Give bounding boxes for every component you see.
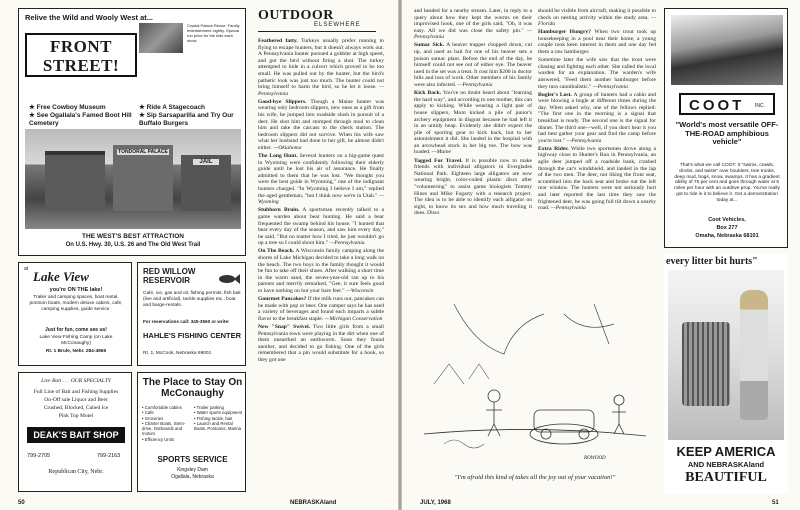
front-street-footer-title: THE WEST'S BEST ATTRACTION (82, 233, 184, 240)
lake-view-sub: you're ON THE lake! (49, 287, 103, 293)
girl-figure (740, 290, 768, 420)
cartoon-caption: "I'm afraid this kind of takes all the joy out of your vacation!" (454, 474, 616, 481)
front-street-item-stagecoach: ★ Ride A Stagecoach (139, 104, 206, 111)
mcconaughy-title: The Place to Stay On McConaughy (142, 377, 243, 399)
coot-photo (671, 15, 783, 85)
article-heading: Feathered fatty. (258, 38, 298, 44)
lake-view-title: Lake View (33, 269, 89, 284)
left-page-number: 50 (18, 500, 25, 506)
article-heading: The Long Hunt. (258, 153, 298, 160)
front-street-item-museum: ★ Free Cowboy Museum (29, 104, 106, 111)
article-heading: New "Snap" Swivel. (258, 323, 311, 330)
article-paragraph (538, 57, 656, 90)
article-paragraph (258, 38, 384, 97)
red-willow-phone: For reservations call: 345-3560 or write: (143, 319, 230, 324)
article-paragraph (258, 207, 384, 247)
article-text: A sportsman recently talked to a game warden about bear hunting. He said a bear frequented the swamp behind his house. "I hunted that bear every day of the season, and saw him every day," he said. "But no matter how I tried, he just wouldn't go up a tree so I could shoot him." (258, 207, 384, 247)
keep-america-beautiful-ad (664, 254, 788, 494)
deaks-line4: Pink Top Motel (58, 413, 94, 419)
deaks-town: Republican City, Nebr. (48, 469, 104, 475)
elsewhere-logo-text: ELSEWHERE (314, 22, 361, 28)
article-paragraph (538, 29, 656, 55)
article-source: —Oklahoma (273, 145, 302, 151)
article-paragraph (258, 324, 384, 364)
article-paragraph (538, 8, 656, 28)
trash-can (682, 322, 730, 406)
front-street-tagline: Relive the Wild and Wooly West at... (25, 13, 154, 22)
lake-view-ad (18, 262, 132, 366)
amenity-item: • Comfortable cabins (142, 405, 182, 410)
front-street-inset-photo (139, 23, 183, 53)
right-page-number: 51 (772, 500, 779, 506)
article-paragraph (258, 99, 384, 152)
article-paragraph (258, 153, 384, 206)
palace-sign: TONDORAL PALACE (118, 149, 168, 155)
article-text: It is possible now to make friends with individual alligators in Everglades National Park. Eighteen large alligators are now wearing bright, color-coded plastic discs after "volunteering" to assist game biologists Tommy Hines and Mike Fogarty with a research project. The idea is to be able to identify each alligator on sight, to know its sex and how much traveling it does. Discs (414, 157, 532, 217)
red-willow-body: Cafe, ice, gas and oil, fishing permits, fish bait (live and artificial), tackle supplies etc., boat and barge-rentals. (143, 291, 241, 308)
amenity-item: • Fishing tackle, bait (194, 415, 233, 421)
article-heading: Gourmet Pancakes? (258, 296, 307, 303)
article-source: —Wisconsin (345, 287, 374, 294)
article-source: —Maine (431, 149, 451, 156)
lake-view-addr: Rt. 1 Brule, Nebr. 284-4965 (45, 349, 107, 354)
article-source: —Pennsylvania (414, 27, 532, 41)
amenity-item: • Launch and Rental Boats, Pontoons, Marina (194, 420, 242, 432)
left-page-magazine: NEBRASKAland (290, 500, 337, 506)
mcconaughy-name: SPORTS SERVICE (157, 455, 228, 464)
deaks-phone2: 799-2163 (97, 453, 121, 459)
article-text: Though a Maine hunter was wearing only bedroom slippers, new ones as a gift from his wife, he jumped into roadside slush in pursuit of a deer. He shot him and stomped through mud to clean him and take the carcass to the check station. The bedroom slippers did not survive. When his wife saw what her husband had done to her gift, he almost didn't either. (258, 98, 384, 151)
mcconaughy-list-right (194, 405, 244, 431)
article-text: should be visible from aircraft, making it possible to check on nesting activity within the study area. (538, 8, 656, 21)
red-willow-addr: Rt. 1, McCook, Nebraska 69001 (143, 351, 212, 356)
article-source: —Wyoming (258, 192, 384, 206)
coot-city: Omaha, Nebraska 68101 (695, 233, 759, 239)
article-source: —Pennsylvania (592, 83, 628, 90)
article-heading: Hamburger Hungry? (538, 29, 592, 36)
litter-line3: BEAUTIFUL (685, 470, 767, 485)
coot-inc: INC. (755, 103, 765, 109)
article-heading: Sumac Sick. (414, 42, 445, 49)
article-column-left-page (258, 38, 384, 496)
front-street-title: FRONT STREET! (25, 33, 137, 77)
coot-name: Coot Vehicles, (708, 217, 746, 223)
article-heading: Extra Rider. (538, 145, 569, 152)
cartoon (414, 284, 656, 490)
coot-logo (679, 93, 775, 115)
left-page (0, 0, 398, 510)
front-street-photo (25, 129, 241, 229)
red-willow-title: RED WILLOW RESERVOIR (143, 267, 196, 285)
article-source: —Pennsylvania (329, 240, 365, 247)
lake-view-at: at (24, 266, 29, 272)
coot-box: Box 277 (716, 225, 738, 231)
front-street-ad (18, 8, 246, 256)
cartoon-drawing (414, 284, 656, 474)
article-text: Turkeys usually prefer running to flying to escape hunters, but it doesn't always work out. A Pennsylvania hunter pursued a gobbler at high speed, and got the bird without firing a shot. The turkey attempted to hide in a culvert which proved to be too small. He was pulled out by the hunter, but the bird's pathetic look was just too much. The hunter could not bring himself to harm the bird, so he let it loose. (258, 38, 384, 91)
amenity-item: • Trailer parking (194, 405, 224, 410)
deaks-top: Live Bait . . . OUR SPECIALTY (41, 378, 111, 384)
article-paragraph (414, 8, 532, 41)
article-text: Sometime later the wife saw that the trout were chasing and fighting each other. She called the local warden for an explanation. The warden's wife answered, "Feed them another hamburger before they turn cannibalistic." (538, 57, 656, 90)
article-text: and headed for a nearby stream. Later, in reply to a query about how they kept the worms on their improvised hook, one of the girls said, "Oh, it was easy. All we did was close the safety pin." (414, 8, 532, 34)
deaks-name: DEAK'S BAIT SHOP (27, 427, 125, 443)
fish-icon (218, 271, 240, 281)
building-left (45, 151, 105, 211)
article-heading: Stubborn Bruin. (258, 207, 300, 214)
litter-line1: KEEP AMERICA (676, 444, 776, 459)
outdoor-elsewhere-logo (258, 8, 376, 32)
cartoon-signature: ROWOOD (584, 456, 606, 461)
litter-line2: AND NEBRASKAland (687, 460, 765, 469)
article-heading: Bugler's Lost. (538, 91, 572, 98)
article-paragraph (414, 90, 532, 156)
article-paragraph (414, 158, 532, 217)
article-paragraph (538, 92, 656, 145)
red-willow-ad (137, 262, 246, 366)
deaks-line3: Crushed, Blocked, Cubed Ice (43, 405, 109, 411)
amenity-item: • Groceries (142, 415, 164, 421)
deaks-bait-shop-ad (18, 372, 132, 492)
front-street-item-sarsaparilla: ★ Sip Sarsaparilla and Try Our Buffalo Burgers (139, 112, 234, 127)
article-text: Two little girls from a small Pennsylvania town were playing in the dirt when one of them unearthed an earthworm. Soon they found another, and decided to go fishing. One of the girls remembered that a pin would substitute for a hook, so they got one (258, 323, 384, 363)
article-text: A Wisconsin family camping along the shores of Lake Michigan decided to take a long walk on the beach. The two boys in the family thought it would be fun to take off their shoes. After walking a short time in the warm sand, the seven-year-old ran up to his parents and merrily remarked, "Gee, it sure feels good to have nothing on but your bare feet." (258, 248, 384, 294)
amenity-item: • Cafe (142, 410, 154, 416)
coot-vehicles-ad (664, 8, 788, 248)
article-source: —Pennsylvania (566, 137, 602, 144)
right-page (402, 0, 800, 510)
front-street-item-boothill: ★ See Ogallala's Famed Boot Hill Cemetery (29, 112, 132, 127)
amenity-item: • Charter Boats, Stern-drive, Outboards and motors (142, 420, 186, 437)
amenity-item: • Water sports equipment (194, 410, 243, 416)
lake-view-body: Trailer and camping spaces, boat rental, pontoon boats, modern deluxe cabins, cafe, camping supplies, guide service. (29, 295, 123, 312)
article-heading: Tagged For Travel. (414, 157, 463, 164)
article-text: If the milk runs out, pancakes can be made with pop or beer. One camper says he has used a variety of beverages and found each imparts a subtle flavor to the breakfast staple. (258, 296, 384, 322)
article-source: —Pennsylvania (258, 84, 384, 97)
mcconaughy-addr2: Ogallala, Nebraska (171, 474, 214, 480)
red-willow-name: HAHLE'S FISHING CENTER (143, 331, 242, 340)
article-paragraph (258, 248, 384, 294)
article-heading: Kick Back. (414, 90, 442, 97)
article-text: When two trout took up housekeeping in a pool near their home, a young couple took keen interest in them and one day fed them a raw hamburger. (538, 29, 656, 56)
lake-view-name: Lake View Fishing Camp (on Lake McConaughy) (39, 335, 113, 346)
coot-logo-text: COOT (689, 97, 745, 114)
article-heading: On The Beach. (258, 248, 295, 255)
jail-sign: JAIL (193, 159, 219, 165)
article-source: —Pennsylvania (457, 82, 493, 89)
sports-service-ad (137, 372, 246, 492)
article-paragraph (414, 42, 532, 88)
coot-headline: "World's most versatile OFF-THE-ROAD amphibious vehicle" (675, 120, 779, 146)
article-text: Several hunters on a big-game quest in Wyoming were confidently following their elderly guide until he lost his air of assurance. He finally admitted to them that he was lost. "We thought you were the best guide in Wyoming," one of the indignant hunters charged. "In Wyoming I believe I am," replied the aged gentleman, "but I think now we're in Utah." (258, 153, 384, 199)
amenity-item: • Efficiency Units (142, 436, 174, 442)
mcconaughy-list-left (142, 405, 192, 442)
lake-view-fun: Just for fun, come see us! (45, 327, 107, 333)
article-heading: Good-bye Slippers. (258, 98, 307, 105)
article-column-right-1 (414, 8, 532, 280)
article-text: You've no doubt heard about "learning the hard way", and according to one mother, this can apply to kicking. While wearing a light pair of house slippers, Mom kicked a pile of junior's archery equipment in disgust because he had left it in an untidy heap. Evidently she didn't expect the pile of sporting gear to kick back, but to her astonishment it did. She landed in the hospital with an arrowhead stuck in her big toe. The bow was loaded. (414, 90, 532, 156)
article-paragraph (538, 146, 656, 212)
outdoor-logo-text: OUTDOOR (258, 8, 334, 23)
right-page-date: JULY, 1968 (420, 500, 451, 506)
front-street-inset-caption: Crystal Palace Revue. Family entertainment nightly. Special run price for the kids each show. (187, 23, 240, 43)
coot-body: That's what we call COOT. It "swims, crawls, climbs, and twists" over boulders, tree trunks, deep mud, bogs, snow, swamps. It has a gradient ability of 75 per cent and goes through water at 5 miles per hour with an outdrive prop. You've really got to ride in it to believe it. Get a demonstration today at... (674, 163, 780, 203)
article-text: A beaver trapper chopped down, cut up, and used as bait for one of his beaver sets a poison sumac plant. Before the end of the day, he himself could not see out of either eye. The beaver used in the set was a treat. It cost him $200 in doctor bills and loss of work. Other members of his family were also infected. (414, 42, 532, 89)
deaks-phone1: 799-2705 (27, 453, 51, 459)
article-source: —Florida (538, 14, 656, 28)
front-street-footer-route: On U.S. Hwy. 30, U.S. 26 and The Old West Trail (65, 242, 201, 248)
article-paragraph (258, 296, 384, 322)
article-source: —Michigan Conservation (324, 315, 383, 322)
article-column-right-2 (538, 8, 656, 280)
mcconaughy-addr1: Kingsley Dam (177, 467, 208, 473)
article-source: —Pennsylvania (550, 205, 586, 212)
article-text: While two sportsmen drove along a highway close to Hunter's Run in Pennsylvania, an agile deer jumped off a roadside bank, crashed through the car's windshield, and landed in the lap of the two men. The deer, not liking the front seat, scrambled into the back seat and broke out the left rear window. The hunters were not seriously hurt and later reported the last time they saw the frightened deer, he was going full tilt down a nearby road. (538, 145, 656, 212)
litter-photo (668, 270, 784, 440)
article-text: A group of hunters had a cabin and were blowing a bugle at different times during the day. When asked why, one of the fellows replied: "The first one in the morning is a signal that breakfast is ready. The second one is the signal for dinner. The third one—well, if you don't hear it you had best gather your gear and find the camp before you're lost." (538, 91, 656, 144)
deaks-line2: On-Off sale Liquor and Beer (44, 397, 108, 403)
deaks-line1: Full Line of Bait and Fishing Supplies (33, 389, 119, 395)
litter-top: every litter bit hurts" (666, 256, 758, 267)
